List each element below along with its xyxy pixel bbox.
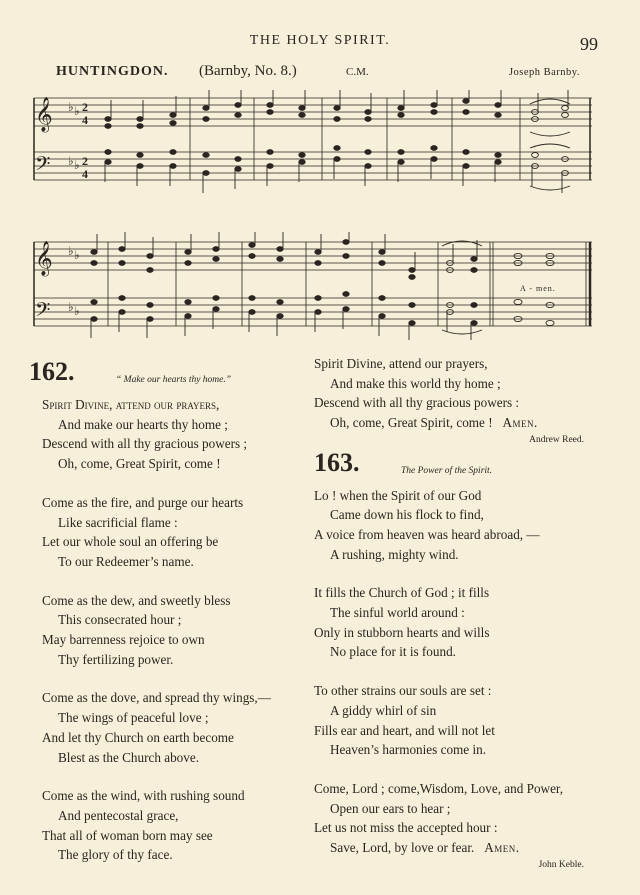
verse-line: Come as the fire, and purge our hearts bbox=[42, 494, 244, 510]
author-162: Andrew Reed. bbox=[529, 434, 584, 445]
verse-line: Blest as the Church above. bbox=[58, 749, 199, 765]
svg-text:𝄢: 𝄢 bbox=[35, 300, 51, 326]
verse-line: A giddy whirl of sin bbox=[330, 702, 437, 718]
verse-line: Lo ! when the Spirit of our God bbox=[314, 487, 482, 503]
verse-line: Like sacrificial flame : bbox=[58, 514, 178, 530]
verse-line: Thy fertilizing power. bbox=[58, 651, 174, 667]
hymn-162-heading bbox=[29, 357, 312, 395]
svg-text:𝄢: 𝄢 bbox=[35, 154, 51, 180]
verse-line: Spirit Divine, attend our prayers, bbox=[42, 397, 220, 412]
svg-text:𝄞: 𝄞 bbox=[35, 98, 53, 131]
svg-text:♭: ♭ bbox=[74, 158, 80, 172]
svg-text:4: 4 bbox=[82, 113, 88, 127]
stanza bbox=[314, 486, 604, 565]
verse-line: No place for it is found. bbox=[330, 644, 456, 660]
stanza bbox=[314, 583, 604, 662]
music-system-1 bbox=[30, 90, 598, 195]
tune-header bbox=[56, 64, 586, 84]
stanza bbox=[314, 779, 604, 876]
stanza bbox=[42, 688, 312, 767]
tune-source: (Barnby, No. 8.) bbox=[199, 63, 297, 79]
page-number: 99 bbox=[580, 34, 598, 54]
hymn-163-heading bbox=[314, 447, 604, 486]
verse-line: It fills the Church of God ; it fills bbox=[314, 585, 490, 601]
verse-line: And let thy Church on earth become bbox=[42, 729, 234, 745]
verse-line: Descend with all thy gracious powers : bbox=[314, 395, 520, 411]
svg-text:♭: ♭ bbox=[74, 104, 80, 118]
verse-line: Open our ears to hear ; bbox=[330, 800, 451, 816]
verse-line: Oh, come, Great Spirit, come ! bbox=[58, 456, 221, 472]
verse-line: Let our whole soul an offering be bbox=[42, 534, 219, 550]
stanza bbox=[42, 395, 312, 474]
verse-line: A rushing, mighty wind. bbox=[330, 546, 459, 562]
svg-text:♭: ♭ bbox=[74, 248, 80, 262]
tune-composer: Joseph Barnby. bbox=[508, 67, 580, 78]
svg-text:♭: ♭ bbox=[68, 300, 74, 314]
right-column bbox=[314, 354, 604, 879]
verse-line: Come as the dove, and spread thy wings,— bbox=[42, 690, 271, 706]
verse-line: Fills ear and heart, and will not let bbox=[314, 722, 495, 738]
verse-line: And pentecostal grace, bbox=[58, 807, 179, 823]
verse-line: And make this world thy home ; bbox=[330, 375, 501, 391]
hymn-title-162: “ Make our hearts thy home.” bbox=[116, 375, 232, 385]
stanza bbox=[314, 681, 604, 760]
verse-line: May barrenness rejoice to own bbox=[42, 632, 205, 648]
hymn-number-163: 163. bbox=[314, 447, 360, 477]
verse-line: And make our hearts thy home ; bbox=[58, 416, 228, 432]
verse-line: The sinful world around : bbox=[330, 605, 465, 621]
verse-line: To other strains our souls are set : bbox=[314, 683, 492, 699]
music-score-system-1 bbox=[30, 90, 598, 195]
verse-line: Only in stubborn hearts and wills bbox=[314, 624, 490, 640]
verse-line: The glory of thy face. bbox=[58, 847, 173, 863]
music-system-2 bbox=[30, 232, 598, 342]
verse-line: Came down his flock to find, bbox=[330, 507, 484, 523]
svg-text:2: 2 bbox=[82, 154, 88, 168]
verse-line: A voice from heaven was heard abroad, — bbox=[314, 526, 540, 542]
running-head: THE HOLY SPIRIT. bbox=[249, 33, 391, 48]
stanza bbox=[314, 354, 604, 451]
stanza bbox=[42, 493, 312, 572]
music-score-system-2 bbox=[30, 232, 598, 342]
verse-line: Come as the dew, and sweetly bless bbox=[42, 592, 231, 608]
verse-line: Spirit Divine, attend our prayers, bbox=[314, 356, 488, 371]
svg-text:𝄞: 𝄞 bbox=[35, 242, 53, 275]
verse-line: Descend with all thy gracious powers ; bbox=[42, 436, 248, 452]
svg-text:♭: ♭ bbox=[74, 304, 80, 318]
svg-text:4: 4 bbox=[82, 167, 88, 181]
amen-162: Amen. bbox=[502, 415, 538, 431]
svg-text:♭: ♭ bbox=[68, 100, 74, 114]
verse-line: Come, Lord ; come,Wisdom, Love, and Power, bbox=[314, 780, 564, 796]
verse-line: Let us not miss the accepted hour : bbox=[314, 820, 498, 836]
hymn-number-162: 162. bbox=[29, 357, 75, 386]
hymn-title-163: The Power of the Spirit. bbox=[401, 465, 493, 476]
hymn-162-column bbox=[29, 357, 312, 884]
verse-text: Save, Lord, by love or fear. bbox=[330, 840, 475, 856]
verse-line: Come as the wind, with rushing sound bbox=[42, 788, 245, 804]
verse-line: That all of woman born may see bbox=[42, 827, 213, 843]
verse-line: Heaven’s harmonies come in. bbox=[330, 742, 487, 758]
verse-line: The wings of peaceful love ; bbox=[58, 710, 209, 726]
amen-163: Amen. bbox=[484, 840, 520, 856]
tune-name: HUNTINGDON. bbox=[56, 64, 169, 79]
author-163: John Keble. bbox=[538, 859, 584, 870]
amen-label: A - men. bbox=[520, 284, 556, 293]
verse-text: Oh, come, Great Spirit, come ! bbox=[330, 415, 493, 431]
stanza bbox=[42, 786, 312, 865]
svg-text:♭: ♭ bbox=[68, 244, 74, 258]
stanza bbox=[42, 591, 312, 670]
svg-text:♭: ♭ bbox=[68, 154, 74, 168]
tune-meter: C.M. bbox=[346, 66, 369, 78]
svg-text:2: 2 bbox=[82, 100, 88, 114]
verse-line: To our Redeemer’s name. bbox=[58, 553, 194, 569]
verse-line: This consecrated hour ; bbox=[58, 612, 182, 628]
